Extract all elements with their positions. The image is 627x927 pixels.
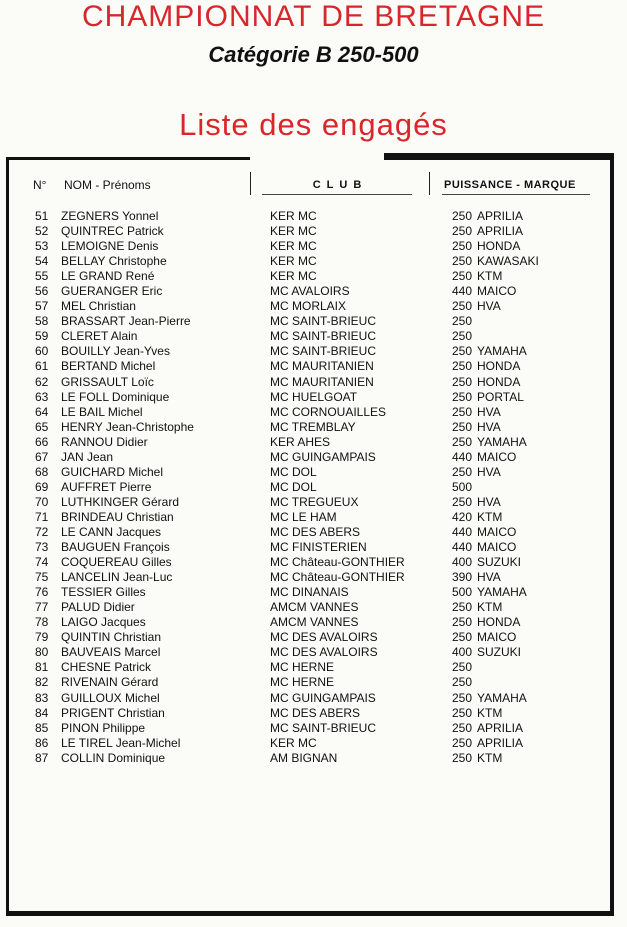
entrant-name: COLLIN Dominique [61,750,166,765]
entrant-puissance: 500 [452,585,473,600]
entrant-name: LANCELIN Jean-Luc [61,570,173,585]
entrant-number: 87 [35,750,49,765]
header-underline-puissance [442,194,590,195]
entrant-club: MC TREMBLAY [270,419,356,434]
entrant-club: KER MC [270,735,317,750]
entrant-club: MC DES ABERS [270,524,361,539]
entrant-number: 69 [35,479,49,494]
entrant-name: BOUILLY Jean-Yves [61,344,170,359]
entrant-club: MC DOL [270,464,317,479]
entrant-puissance: 250 [452,660,473,675]
entrant-club: AM BIGNAN [270,750,338,765]
entrant-marque: APRILIA [477,209,524,223]
entrant-number: 61 [35,359,49,374]
frame-top-right-rule [384,153,614,160]
entrant-marque: SUZUKI [477,555,522,570]
entrant-club: MC HERNE [270,675,335,690]
entrant-marque: KAWASAKI [477,254,539,269]
table-row [0,209,627,224]
table-row [0,465,627,480]
entrant-puissance: 440 [452,540,473,555]
entrant-name: RANNOU Didier [61,434,148,449]
entrant-number: 51 [35,209,49,223]
entrant-puissance: 250 [452,750,473,765]
column-header-name: NOM - Prénoms [64,178,151,192]
entrant-puissance: 440 [452,524,473,539]
entrant-marque: APRILIA [477,720,524,735]
entrant-puissance: 250 [452,224,473,239]
entrant-name: GUILLOUX Michel [61,690,160,705]
entrant-number: 52 [35,224,49,239]
entrant-name: BAUGUEN François [61,540,170,555]
table-row [0,615,627,630]
entrant-number: 80 [35,645,49,660]
entrant-name: PRIGENT Christian [61,705,165,720]
entrant-club: AMCM VANNES [270,615,359,630]
table-row [0,314,627,329]
entrant-number: 62 [35,374,49,389]
entrant-puissance: 390 [452,570,473,585]
entrant-marque: KTM [477,509,503,524]
entrant-club: MC MAURITANIEN [270,359,374,374]
entrant-club: MC HERNE [270,660,335,675]
entrant-name: LE TIREL Jean-Michel [61,735,181,750]
entrant-puissance: 250 [452,404,473,419]
entrants-table [0,209,627,766]
category-subtitle: Catégorie B 250-500 [208,42,419,67]
entrant-number: 78 [35,615,49,630]
entrant-marque: MAICO [477,449,517,464]
entrant-marque: APRILIA [477,224,524,239]
entrant-puissance: 400 [452,555,473,570]
entrant-club: MC DOL [270,479,317,494]
table-row [0,480,627,495]
entrant-name: GRISSAULT Loïc [61,374,154,389]
entrant-puissance: 250 [452,329,473,344]
entrant-name: HENRY Jean-Christophe [61,419,194,434]
entrant-marque: KTM [477,750,503,765]
entrant-name: CLERET Alain [61,329,138,344]
entrant-club: AMCM VANNES [270,600,359,615]
entrant-marque: MAICO [477,284,517,299]
entrant-club: KER MC [270,239,317,254]
entrant-club: MC SAINT-BRIEUC [270,720,377,735]
entrant-marque: HONDA [477,374,521,389]
table-row [0,675,627,690]
entrant-number: 64 [35,404,49,419]
entrant-name: PINON Philippe [61,720,146,735]
entrant-number: 57 [35,299,49,314]
entrant-number: 58 [35,314,49,329]
header-underline-club [262,194,412,195]
entrant-name: BRASSART Jean-Pierre [61,314,191,329]
entrant-name: TESSIER Gilles [61,585,146,600]
entrant-name: LAIGO Jacques [61,615,146,630]
entrant-marque: HONDA [477,615,521,630]
entrant-number: 83 [35,690,49,705]
column-header-puissance: PUISSANCE - MARQUE [444,179,576,191]
table-row [0,751,627,766]
frame-top-left-rule [6,157,250,160]
entrant-marque: MAICO [477,524,517,539]
entrant-club: MC Château-GONTHIER [270,555,405,570]
entrant-puissance: 250 [452,269,473,284]
table-row [0,660,627,675]
entrant-club: MC TREGUEUX [270,494,359,509]
entrant-number: 66 [35,434,49,449]
entrant-club: MC LE HAM [270,509,337,524]
entrant-club: MC SAINT-BRIEUC [270,329,377,344]
entrant-marque: PORTAL [477,389,524,404]
entrant-number: 53 [35,239,49,254]
entrant-number: 56 [35,284,49,299]
entrant-number: 81 [35,660,49,675]
page-title: CHAMPIONNAT DE BRETAGNE [81,0,546,33]
entrant-puissance: 250 [452,359,473,374]
table-row [0,570,627,585]
entrant-number: 79 [35,630,49,645]
entrant-number: 85 [35,720,49,735]
entrant-name: ZEGNERS Yonnel [61,209,159,223]
entrant-puissance: 250 [452,374,473,389]
entrant-number: 72 [35,524,49,539]
entrant-marque: HVA [477,494,501,509]
entrant-name: LUTHKINGER Gérard [61,494,180,509]
table-row [0,435,627,450]
entrant-name: LE BAIL Michel [61,404,143,419]
entrant-number: 71 [35,509,49,524]
table-row [0,375,627,390]
entrant-puissance: 500 [452,479,473,494]
entrant-marque: HVA [477,570,501,585]
entrant-puissance: 250 [452,419,473,434]
entrant-marque: SUZUKI [477,645,522,660]
table-row [0,284,627,299]
entrant-puissance: 250 [452,705,473,720]
column-header-club: CLUB [312,179,368,191]
table-row [0,269,627,284]
entrant-number: 73 [35,540,49,555]
table-row [0,691,627,706]
entrant-puissance: 250 [452,615,473,630]
entrant-marque: YAMAHA [477,690,527,705]
entrant-club: MC GUINGAMPAIS [270,690,376,705]
table-row [0,706,627,721]
entrant-number: 70 [35,494,49,509]
entrant-name: MEL Christian [61,299,136,314]
entrant-marque: HVA [477,299,501,314]
entrant-club: MC SAINT-BRIEUC [270,344,377,359]
entrant-name: GUICHARD Michel [61,464,164,479]
entrant-puissance: 250 [452,314,473,329]
entrant-number: 63 [35,389,49,404]
entrant-puissance: 440 [452,449,473,464]
table-row [0,510,627,525]
entrant-marque: YAMAHA [477,434,527,449]
entrant-name: QUINTIN Christian [61,630,162,645]
entrant-name: BERTAND Michel [61,359,156,374]
entrant-marque: HVA [477,419,501,434]
entrant-name: GUERANGER Eric [61,284,163,299]
entrant-club: KER AHES [270,434,331,449]
entrant-club: KER MC [270,224,317,239]
entrant-number: 84 [35,705,49,720]
entrant-club: MC DINANAIS [270,585,349,600]
entrant-puissance: 250 [452,735,473,750]
entrant-club: MC MORLAIX [270,299,347,314]
entrant-puissance: 250 [452,630,473,645]
table-row [0,299,627,314]
entrant-number: 68 [35,464,49,479]
entrant-number: 77 [35,600,49,615]
entrant-number: 54 [35,254,49,269]
entrant-number: 76 [35,585,49,600]
entrant-name: QUINTREC Patrick [61,224,164,239]
entrant-number: 86 [35,735,49,750]
table-row [0,721,627,736]
entrant-name: PALUD Didier [61,600,135,615]
entrant-club: MC DES AVALOIRS [270,645,378,660]
entrant-puissance: 250 [452,209,473,223]
table-row [0,329,627,344]
entrant-marque: MAICO [477,630,517,645]
table-row [0,525,627,540]
entrant-number: 59 [35,329,49,344]
entrant-club: KER MC [270,269,317,284]
entrant-club: MC MAURITANIEN [270,374,374,389]
entrant-puissance: 250 [452,464,473,479]
table-row [0,495,627,510]
entrant-puissance: 250 [452,389,473,404]
entrant-name: BELLAY Christophe [61,254,167,269]
column-header-num: N° [33,178,47,192]
table-row [0,555,627,570]
entrant-club: MC CORNOUAILLES [270,404,387,419]
entrant-puissance: 250 [452,600,473,615]
table-row [0,645,627,660]
entrant-puissance: 250 [452,434,473,449]
entrant-marque: HVA [477,404,501,419]
entrant-name: AUFFRET Pierre [61,479,152,494]
entrant-marque: KTM [477,269,503,284]
entrant-name: BRINDEAU Christian [61,509,174,524]
entrant-marque: HVA [477,464,501,479]
entrant-number: 65 [35,419,49,434]
entrant-puissance: 250 [452,675,473,690]
entrant-marque: KTM [477,705,503,720]
entrant-number: 67 [35,449,49,464]
entrant-name: LE FOLL Dominique [61,389,170,404]
entrant-marque: YAMAHA [477,344,527,359]
entrant-puissance: 250 [452,239,473,254]
table-row [0,344,627,359]
entrant-name: LEMOIGNE Denis [61,239,159,254]
entrant-puissance: 250 [452,720,473,735]
table-row [0,359,627,374]
entrant-puissance: 250 [452,690,473,705]
table-row [0,630,627,645]
entrant-marque: APRILIA [477,735,524,750]
entrant-club: MC GUINGAMPAIS [270,449,376,464]
table-row [0,239,627,254]
entrant-club: MC HUELGOAT [270,389,358,404]
entrant-name: JAN Jean [61,449,114,464]
entrant-marque: YAMAHA [477,585,527,600]
entrant-marque: KTM [477,600,503,615]
entrant-puissance: 400 [452,645,473,660]
entrant-club: MC SAINT-BRIEUC [270,314,377,329]
table-row [0,600,627,615]
entrant-marque: HONDA [477,359,521,374]
entrant-number: 60 [35,344,49,359]
entrant-number: 75 [35,570,49,585]
entrant-number: 74 [35,555,49,570]
list-title: Liste des engagés [179,107,448,142]
entrant-club: MC DES ABERS [270,705,361,720]
table-row [0,254,627,269]
table-row [0,736,627,751]
entrant-name: LE GRAND René [61,269,155,284]
entrant-club: KER MC [270,209,317,223]
entrant-puissance: 250 [452,344,473,359]
entrant-club: KER MC [270,254,317,269]
entrant-club: MC AVALOIRS [270,284,350,299]
entrant-name: BAUVEAIS Marcel [61,645,161,660]
table-row [0,420,627,435]
entrant-name: RIVENAIN Gérard [61,675,159,690]
entrant-club: MC DES AVALOIRS [270,630,378,645]
entrant-marque: MAICO [477,540,517,555]
table-row [0,405,627,420]
entrant-puissance: 250 [452,494,473,509]
entrant-puissance: 250 [452,299,473,314]
entrant-name: COQUEREAU Gilles [61,555,172,570]
entrant-number: 82 [35,675,49,690]
entrant-puissance: 250 [452,254,473,269]
entrant-marque: HONDA [477,239,521,254]
entrant-puissance: 440 [452,284,473,299]
table-row [0,450,627,465]
table-row [0,390,627,405]
table-row [0,540,627,555]
entrant-club: MC Château-GONTHIER [270,570,405,585]
entrant-name: LE CANN Jacques [61,524,162,539]
table-row [0,585,627,600]
entrant-number: 55 [35,269,49,284]
entrant-puissance: 420 [452,509,473,524]
entrant-name: CHESNE Patrick [61,660,152,675]
entrant-club: MC FINISTERIEN [270,540,367,555]
table-row [0,224,627,239]
